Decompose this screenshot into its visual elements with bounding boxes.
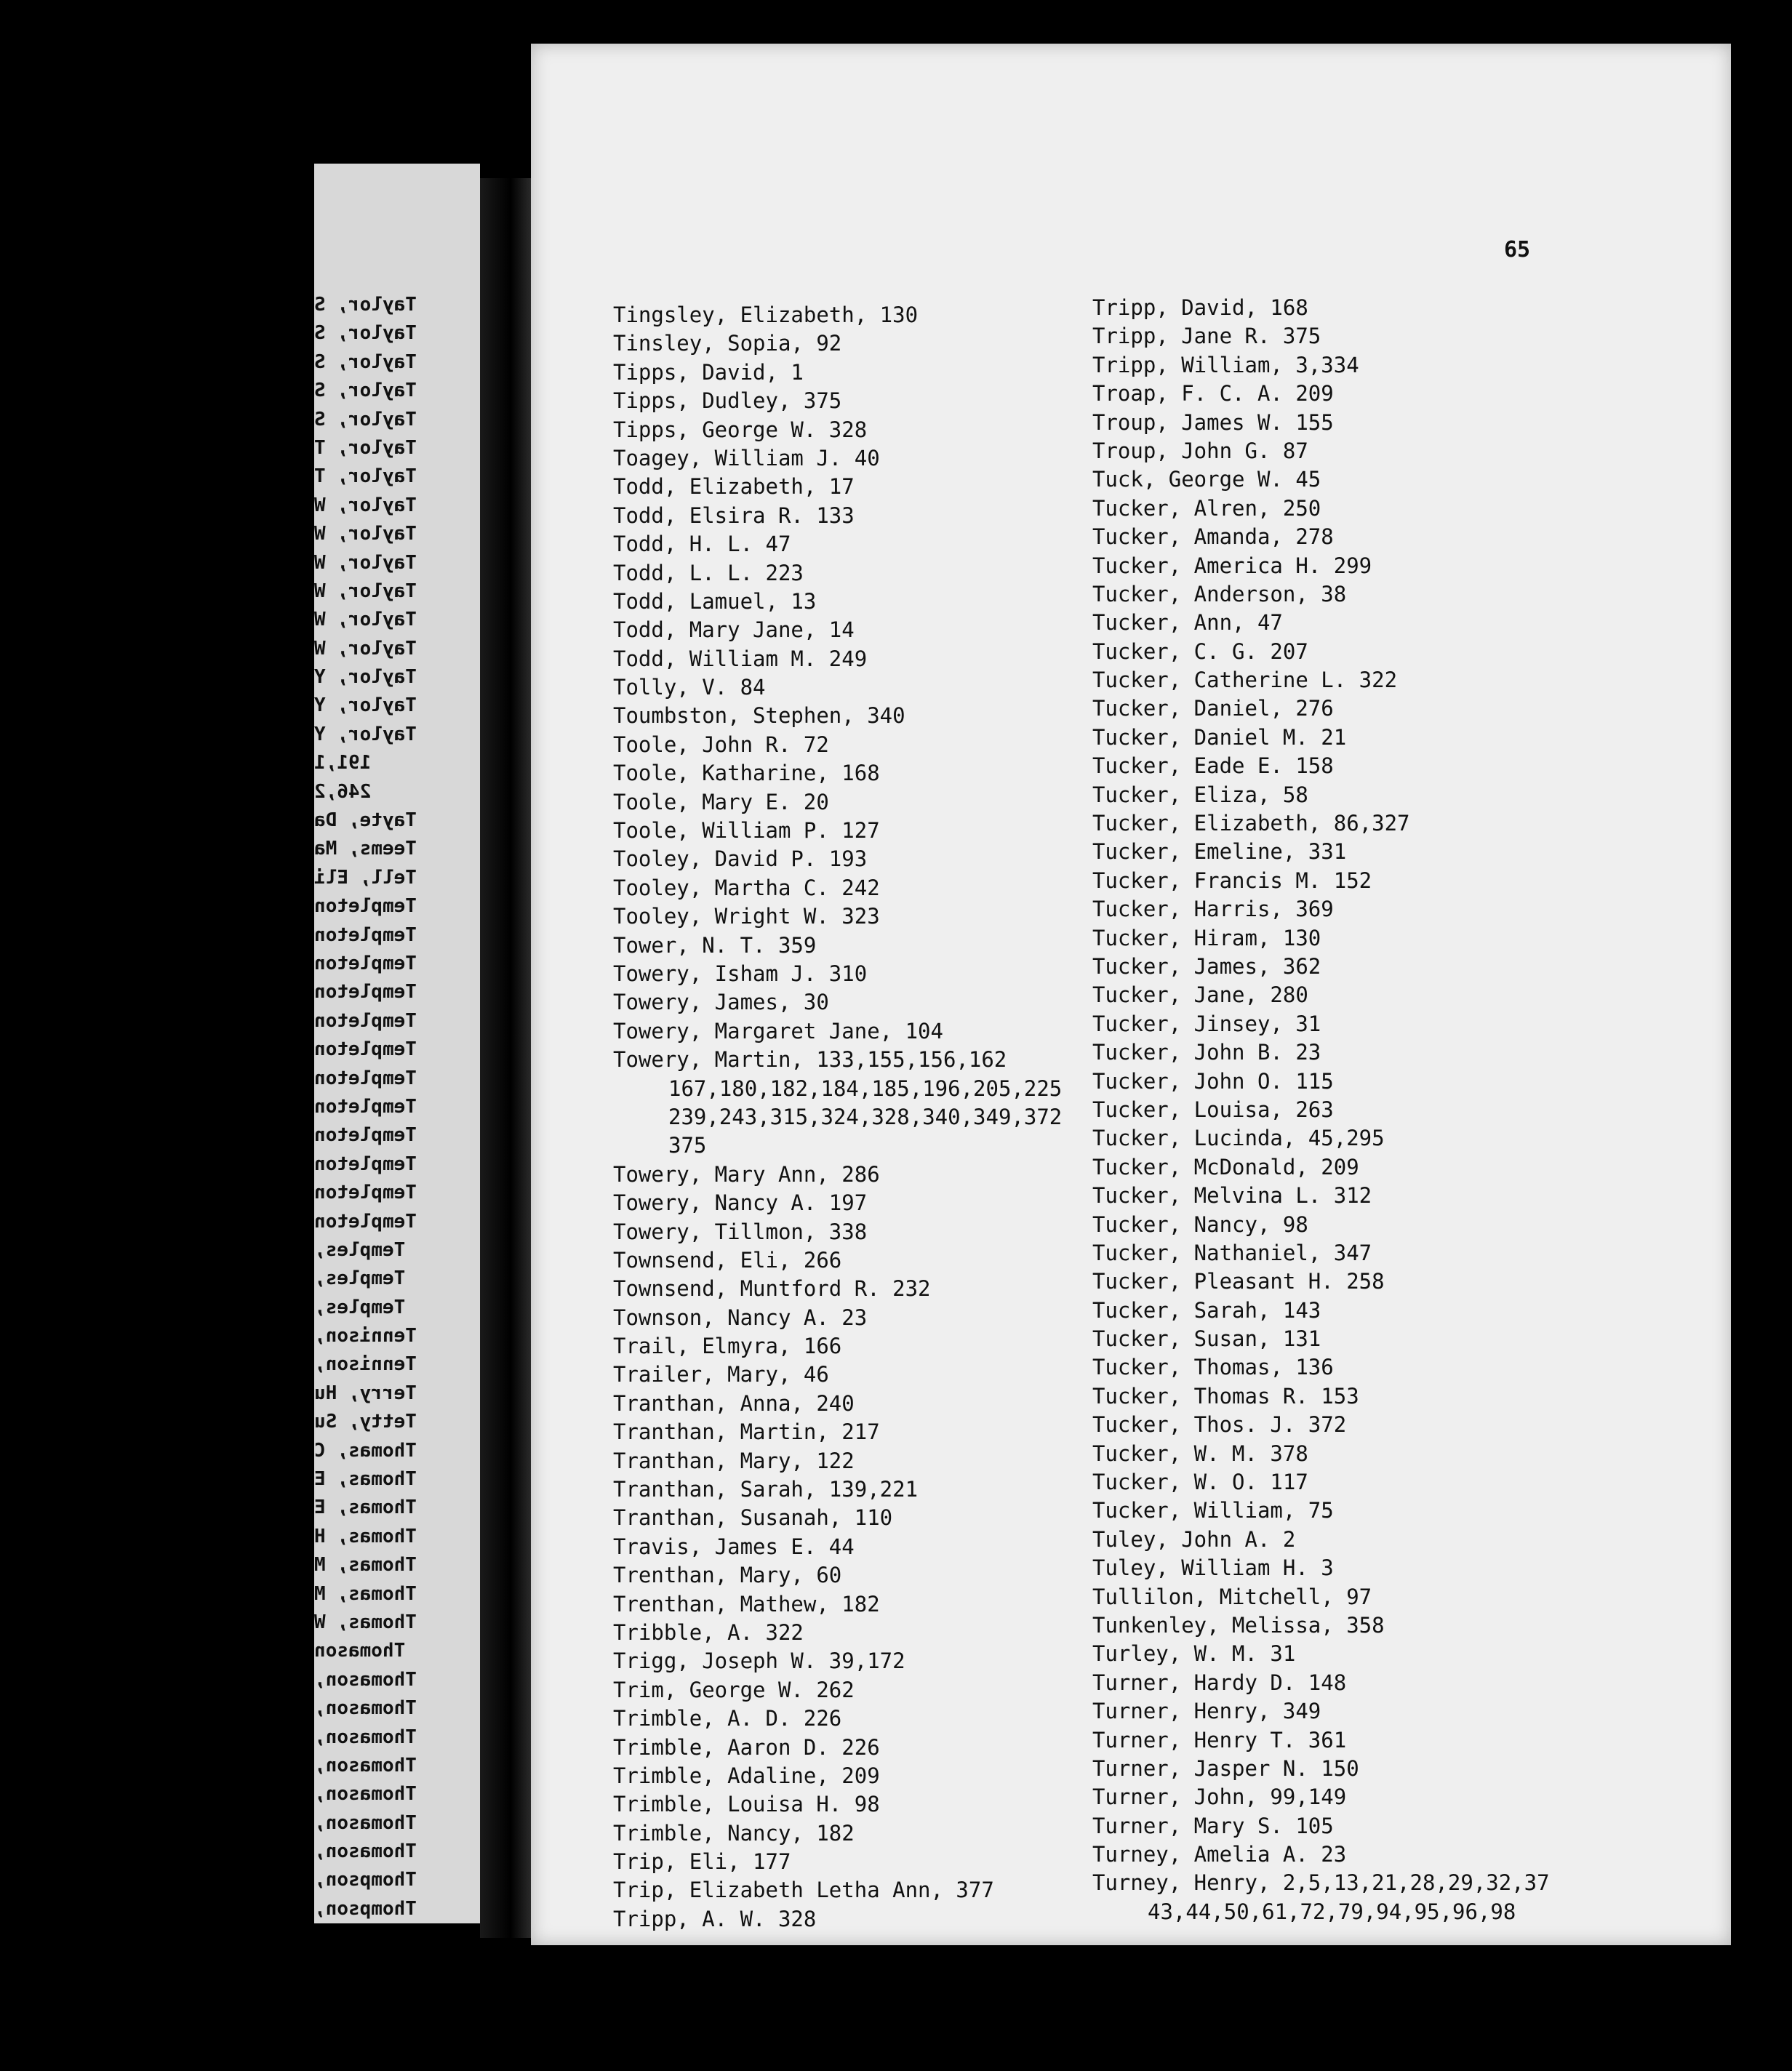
bleed-through-line: Tetty, Su (314, 1411, 417, 1433)
bleed-through-line: Tell, Eli (314, 866, 417, 889)
index-entry: Todd, Mary Jane, 14 (613, 617, 855, 643)
page-number: 65 (1504, 237, 1531, 263)
bleed-through-line: Taylor, W (314, 580, 417, 602)
index-entry: Todd, Lamuel, 13 (613, 588, 817, 614)
bleed-through-line: Templeton (314, 1067, 417, 1089)
bleed-through-line: Tayte, Da (314, 809, 417, 832)
index-entry: Toole, John R. 72 (613, 732, 829, 757)
bleed-through-line: Templeton (314, 1153, 417, 1175)
index-entry: Trip, Eli, 177 (613, 1849, 791, 1875)
index-entry: Tunkenley, Melissa, 358 (1092, 1612, 1385, 1638)
bleed-through-line: Temples, (314, 1296, 406, 1318)
index-entry: Towery, Mary Ann, 286 (613, 1161, 880, 1187)
index-entry: Tucker, Jane, 280 (1092, 982, 1308, 1008)
bleed-through-line: Thomason (314, 1640, 406, 1662)
page-fold-shadow (480, 178, 531, 1938)
index-entry: Towery, Isham J. 310 (613, 961, 868, 986)
bleed-through-line: Thomas, E (314, 1497, 417, 1519)
index-entry: Tucker, John O. 115 (1092, 1068, 1334, 1094)
bleed-through-line: Templeton (314, 952, 417, 974)
index-entry: Tripp, Jane R. 375 (1092, 324, 1321, 349)
index-entry: Tranthan, Martin, 217 (613, 1419, 880, 1445)
bleed-through-line: Taylor, Y (314, 694, 417, 717)
index-entry: Towery, Martin, 133,155,156,162 (613, 1047, 1007, 1073)
index-entry: Toole, Katharine, 168 (613, 761, 880, 786)
bleed-through-line: Taylor, Y (314, 723, 417, 745)
bleed-through-line: Thomas, E (314, 1468, 417, 1491)
index-entry: Turner, Henry, 349 (1092, 1699, 1321, 1724)
index-entry: Tooley, Martha C. 242 (613, 875, 880, 900)
index-entry: Toagey, William J. 40 (613, 445, 880, 470)
index-entry: Trail, Elmyra, 166 (613, 1334, 842, 1359)
index-entry: Turney, Henry, 2,5,13,21,28,29,32,37 (1092, 1870, 1550, 1896)
index-entry: Trip, Elizabeth Letha Ann, 377 (613, 1878, 994, 1903)
mirrored-bleed-through-text (314, 291, 480, 1923)
bleed-through-line: Templeton (314, 1210, 417, 1233)
index-entry: Todd, William M. 249 (613, 646, 868, 671)
index-column-right (1092, 294, 1550, 1926)
index-entry: Troap, F. C. A. 209 (1092, 381, 1334, 406)
index-entry: Trimble, Adaline, 209 (613, 1763, 880, 1788)
index-entry: Tucker, Lucinda, 45,295 (1092, 1126, 1385, 1151)
index-entry: Turley, W. M. 31 (1092, 1641, 1296, 1667)
bleed-through-line: Templeton (314, 1182, 417, 1204)
index-entry: Tipps, David, 1 (613, 359, 804, 385)
index-entry: Tucker, Emeline, 331 (1092, 839, 1347, 865)
index-entry: Tower, N. T. 359 (613, 932, 817, 958)
index-entry: Tucker, McDonald, 209 (1092, 1154, 1359, 1179)
index-entry: Tooley, David P. 193 (613, 846, 868, 872)
index-entry: Tinsley, Sopia, 92 (613, 331, 842, 356)
bleed-through-line: Templeton (314, 1124, 417, 1147)
index-entry: Towery, James, 30 (613, 990, 829, 1015)
index-entry: Tucker, Nathaniel, 347 (1092, 1240, 1372, 1265)
index-entry: 375 (668, 1133, 707, 1158)
index-entry: Tucker, Louisa, 263 (1092, 1097, 1334, 1122)
index-entry: Tucker, Ann, 47 (1092, 610, 1283, 636)
bleed-through-line: Taylor, W (314, 551, 417, 574)
index-entry: Tucker, Catherine L. 322 (1092, 668, 1398, 693)
index-entry: Tribble, A. 322 (613, 1619, 804, 1645)
bleed-through-line: Terry, Hu (314, 1382, 417, 1404)
index-entry: Tucker, Sarah, 143 (1092, 1297, 1321, 1323)
index-entry: Tucker, Thos. J. 372 (1092, 1412, 1347, 1438)
index-entry: 239,243,315,324,328,340,349,372 (668, 1104, 1063, 1129)
index-entry: Tucker, Daniel M. 21 (1092, 724, 1347, 750)
index-entry: Turner, Mary S. 105 (1092, 1813, 1334, 1838)
index-entry: Travis, James E. 44 (613, 1534, 855, 1559)
bleed-through-line: Taylor, W (314, 637, 417, 660)
index-entry: Towery, Tillmon, 338 (613, 1219, 868, 1244)
bleed-through-line: Templeton (314, 981, 417, 1004)
index-entry: Trigg, Joseph W. 39,172 (613, 1649, 905, 1674)
index-entry: Tucker, William, 75 (1092, 1498, 1334, 1523)
index-entry: Tucker, America H. 299 (1092, 553, 1372, 578)
index-entry: Townsend, Muntford R. 232 (613, 1276, 931, 1302)
index-entry: Tuck, George W. 45 (1092, 467, 1321, 492)
index-entry: Tucker, C. G. 207 (1092, 638, 1308, 664)
index-entry: Toole, William P. 127 (613, 818, 880, 844)
index-entry: Turner, John, 99,149 (1092, 1784, 1347, 1810)
index-entry: Tipps, Dudley, 375 (613, 388, 842, 414)
bleed-through-line: Taylor, Y (314, 666, 417, 689)
bleed-through-line: Templeton (314, 1009, 417, 1032)
index-entry: Tullilon, Mitchell, 97 (1092, 1584, 1372, 1609)
index-entry: Tucker, Nancy, 98 (1092, 1211, 1308, 1237)
index-entry: Towery, Margaret Jane, 104 (613, 1018, 943, 1043)
bleed-through-line: Thomas, W (314, 1611, 417, 1633)
index-entry: Tripp, David, 168 (1092, 295, 1308, 320)
index-entry: Tucker, Daniel, 276 (1092, 696, 1334, 721)
index-entry: Tucker, Susan, 131 (1092, 1326, 1321, 1352)
index-entry: Trimble, A. D. 226 (613, 1706, 842, 1731)
index-column-left (613, 301, 1062, 1934)
index-entry: Tuley, John A. 2 (1092, 1526, 1296, 1552)
bleed-through-line: Taylor, S (314, 350, 417, 373)
bleed-through-line: Taylor, S (314, 322, 417, 345)
index-entry: Tucker, Eliza, 58 (1092, 782, 1308, 807)
index-entry: Tucker, Eade E. 158 (1092, 753, 1334, 779)
index-entry: Tucker, Amanda, 278 (1092, 524, 1334, 550)
bleed-through-line: Thomas, C (314, 1439, 417, 1462)
index-entry: Turner, Jasper N. 150 (1092, 1755, 1359, 1781)
index-entry: Tucker, Pleasant H. 258 (1092, 1269, 1385, 1294)
index-entry: Tingsley, Elizabeth, 130 (613, 303, 919, 327)
index-entry: Townsend, Eli, 266 (613, 1247, 842, 1273)
index-entry: Tripp, A. W. 328 (613, 1906, 817, 1931)
index-entry: Townson, Nancy A. 23 (613, 1305, 868, 1330)
index-entry: Tucker, W. M. 378 (1092, 1441, 1308, 1466)
bleed-through-line: Temples, (314, 1267, 406, 1290)
index-entry: Tucker, John B. 23 (1092, 1040, 1321, 1065)
bleed-through-line: Thomas, M (314, 1554, 417, 1577)
bleed-through-line: Thomas, H (314, 1525, 417, 1547)
bleed-through-line: Templeton (314, 895, 417, 918)
index-entry: Trenthan, Mary, 60 (613, 1563, 842, 1588)
bleed-through-line: Taylor, T (314, 436, 417, 459)
index-entry: Tucker, Jinsey, 31 (1092, 1011, 1321, 1036)
bleed-through-line: Taylor, W (314, 523, 417, 545)
bleed-through-line: Thomason, (314, 1726, 417, 1748)
index-entry: Tucker, Francis M. 152 (1092, 868, 1372, 893)
index-entry: Trimble, Nancy, 182 (613, 1820, 855, 1846)
index-entry: Tranthan, Mary, 122 (613, 1448, 855, 1473)
index-entry: Tooley, Wright W. 323 (613, 904, 880, 929)
index-entry: Todd, L. L. 223 (613, 560, 804, 585)
bleed-through-line: Thomason, (314, 1697, 417, 1720)
bleed-through-line: Thomason, (314, 1811, 417, 1834)
index-entry: Tucker, Hiram, 130 (1092, 925, 1321, 950)
index-entry: Tucker, Anderson, 38 (1092, 581, 1347, 606)
index-entry: Toole, Mary E. 20 (613, 789, 829, 814)
index-entry: Trimble, Aaron D. 226 (613, 1734, 880, 1760)
bleed-through-line: Thomas, M (314, 1582, 417, 1605)
index-entry: Todd, Elizabeth, 17 (613, 474, 855, 500)
index-entry: Trim, George W. 262 (613, 1677, 855, 1702)
bleed-through-line: Tennison, (314, 1353, 417, 1376)
index-entry: Tucker, Thomas R. 153 (1092, 1383, 1359, 1409)
bleed-through-line: Taylor, T (314, 465, 417, 488)
index-entry: Tucker, Alren, 250 (1092, 495, 1321, 521)
index-entry: Trailer, Mary, 46 (613, 1362, 829, 1387)
index-entry: Tucker, Harris, 369 (1092, 897, 1334, 922)
bleed-through-line: Thomason, (314, 1754, 417, 1776)
bleed-through-line: Taylor, W (314, 609, 417, 631)
bleed-through-line: Tennison, (314, 1325, 417, 1347)
index-entry: Towery, Nancy A. 197 (613, 1190, 868, 1216)
bleed-through-line: 246,2 (314, 780, 372, 803)
index-entry: Tolly, V. 84 (613, 675, 766, 700)
bleed-through-line: Thompson, (314, 1869, 417, 1891)
bleed-through-line: Thompson, (314, 1897, 417, 1920)
previous-page-edge (314, 164, 480, 1923)
bleed-through-line: Temples, (314, 1238, 406, 1261)
bleed-through-line: Taylor, S (314, 380, 417, 402)
index-entry: Turney, Amelia A. 23 (1092, 1842, 1347, 1867)
index-entry: Trimble, Louisa H. 98 (613, 1792, 880, 1817)
index-entry: Troup, John G. 87 (1092, 438, 1308, 463)
index-entry: Tucker, Elizabeth, 86,327 (1092, 811, 1410, 836)
index-entry: Tucker, W. O. 117 (1092, 1470, 1308, 1495)
index-entry: Todd, Elsira R. 133 (613, 502, 855, 528)
index-entry: Tranthan, Sarah, 139,221 (613, 1477, 919, 1502)
index-entry: Tranthan, Susanah, 110 (613, 1505, 893, 1531)
index-entry: 167,180,182,184,185,196,205,225 (668, 1075, 1063, 1101)
index-entry: Troup, James W. 155 (1092, 409, 1334, 435)
bleed-through-line: Thomason, (314, 1668, 417, 1691)
index-entry: Turner, Hardy D. 148 (1092, 1670, 1347, 1695)
index-entry: Tripp, William, 3,334 (1092, 352, 1359, 377)
index-entry: Tucker, Thomas, 136 (1092, 1355, 1334, 1380)
bleed-through-line: Thomason, (314, 1840, 417, 1863)
index-entry: Turner, Henry T. 361 (1092, 1727, 1347, 1752)
index-entry: Tuley, William H. 3 (1092, 1555, 1334, 1581)
bleed-through-line: Thomason, (314, 1783, 417, 1806)
index-entry: Tucker, James, 362 (1092, 953, 1321, 979)
index-entry: Trenthan, Mathew, 182 (613, 1591, 880, 1617)
index-entry: 43,44,50,61,72,79,94,95,96,98 (1148, 1899, 1516, 1924)
bleed-through-line: Templeton (314, 924, 417, 946)
index-entry: Toumbston, Stephen, 340 (613, 703, 905, 729)
bleed-through-line: Taylor, S (314, 294, 417, 316)
index-entry: Tipps, George W. 328 (613, 417, 868, 442)
index-entry: Todd, H. L. 47 (613, 532, 791, 557)
bleed-through-line: Templeton (314, 1095, 417, 1118)
bleed-through-line: Teems, Ma (314, 838, 417, 860)
index-entry: Tucker, Melvina L. 312 (1092, 1183, 1372, 1209)
bleed-through-line: 191,1 (314, 752, 372, 774)
index-entry: Tranthan, Anna, 240 (613, 1390, 855, 1416)
bleed-through-line: Taylor, S (314, 408, 417, 430)
bleed-through-line: Templeton (314, 1038, 417, 1061)
bleed-through-line: Taylor, W (314, 494, 417, 516)
